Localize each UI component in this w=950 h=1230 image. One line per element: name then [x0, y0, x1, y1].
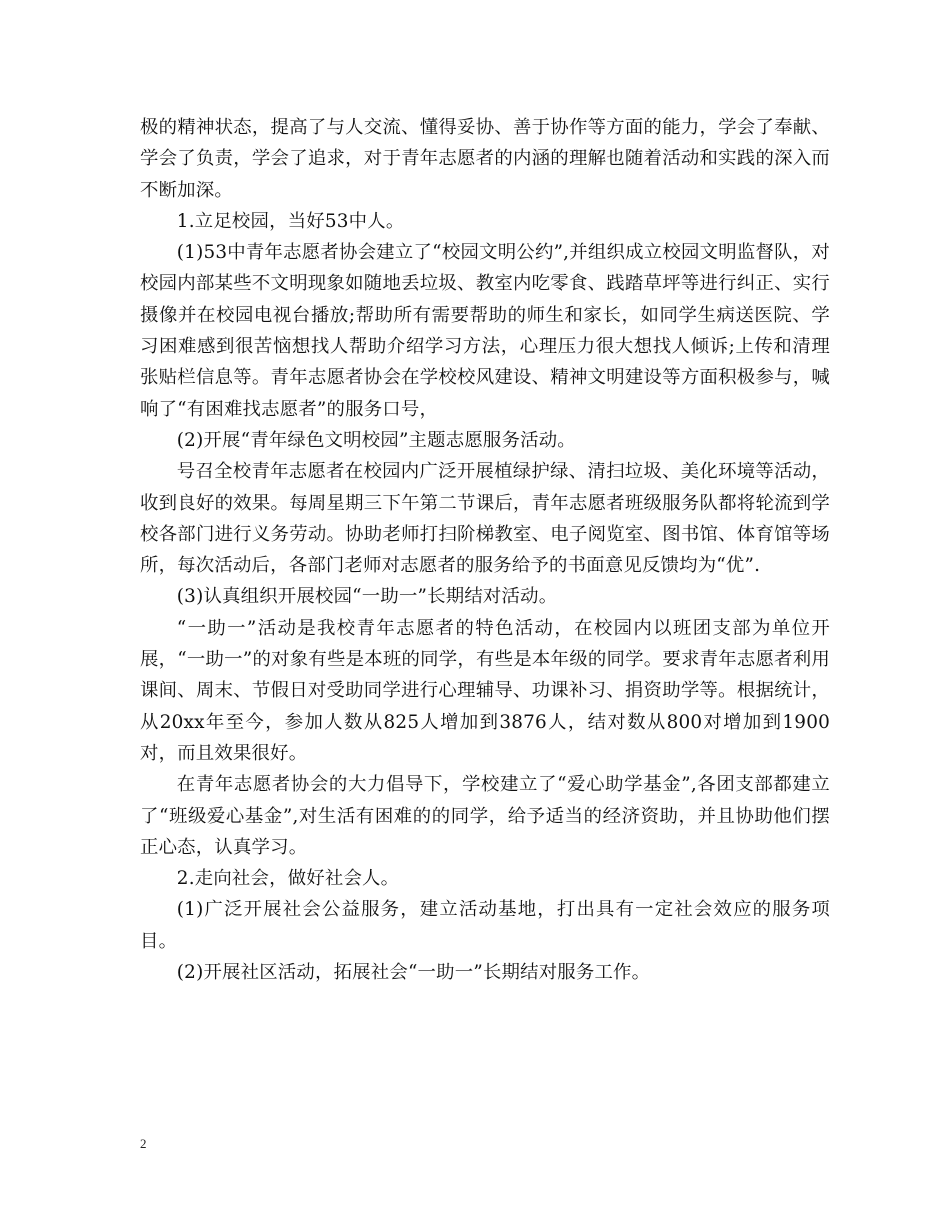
paragraph-love-fund: 在青年志愿者协会的大力倡导下，学校建立了“爱心助学基金”,各团支部都建立了“班级爱心基金”,对生活有困难的的同学，给予适当的经济资助，并且协助他们摆正心态，认真学习。 — [140, 774, 830, 858]
paragraph-public-service: (1)广泛开展社会公益服务，建立活动基地，打出具有一定社会效应的服务项目。 — [140, 899, 830, 952]
subheading-one-help-one: (3)认真组织开展校园“一助一”长期结对活动。 — [176, 586, 558, 608]
paragraph-one-help-one: “一助一”活动是我校青年志愿者的特色活动，在校园内以班团支部为单位开展，“一助一”的对象有些是本班的同学，有些是本年级的同学。要求青年志愿者利用课间、周末、节假日对受助同学进行心理辅导、功课补习、捐资助学等。根据统计，从20xx年至今，参加人数从825人增加到3876人，结对数从800对增加到1900对，而且效果很好。 — [140, 617, 830, 764]
paragraph-community: (2)开展社区活动，拓展社会“一助一”长期结对服务工作。 — [176, 962, 651, 984]
paragraph-green-campus: 号召全校青年志愿者在校园内广泛开展植绿护绿、清扫垃圾、美化环境等活动，收到良好的效果。每周星期三下午第二节课后，青年志愿者班级服务队都将轮流到学校各部门进行义务劳动。协助老师打扫阶梯教室、电子阅览室、图书馆、体育馆等场所，每次活动后，各部门老师对志愿者的服务给予的书面意见反馈均为“优”. — [140, 461, 830, 577]
document-body — [140, 112, 830, 988]
paragraph-continuation: 极的精神状态，提高了与人交流、懂得妥协、善于协作等方面的能力，学会了奉献、学会了负责，学会了追求，对于青年志愿者的内涵的理解也随着活动和实践的深入而不断加深。 — [140, 117, 830, 201]
page-number: 2 — [140, 1136, 147, 1151]
section-heading-society: 2.走向社会，做好社会人。 — [176, 868, 400, 890]
paragraph-civility-pact: (1)53中青年志愿者协会建立了“校园文明公约”,并组织成立校园文明监督队，对校园内部某些不文明现象如随地丢垃圾、教室内吃零食、践踏草坪等进行纠正、实行摄像并在校园电视台播放;帮助所有需要帮助的师生和家长，如同学生病送医院、学习困难感到很苦恼想找人帮助介绍学习方法，心理压力很大想找人倾诉;上传和清理张贴栏信息等。青年志愿者协会在学校校风建设、精神文明建设等方面积极参与，喊响了“有困难找志愿者”的服务口号， — [140, 242, 830, 420]
subheading-green-campus: (2)开展“青年绿色文明校园”主题志愿服务活动。 — [176, 429, 576, 451]
section-heading-campus: 1.立足校园，当好53中人。 — [176, 210, 405, 232]
